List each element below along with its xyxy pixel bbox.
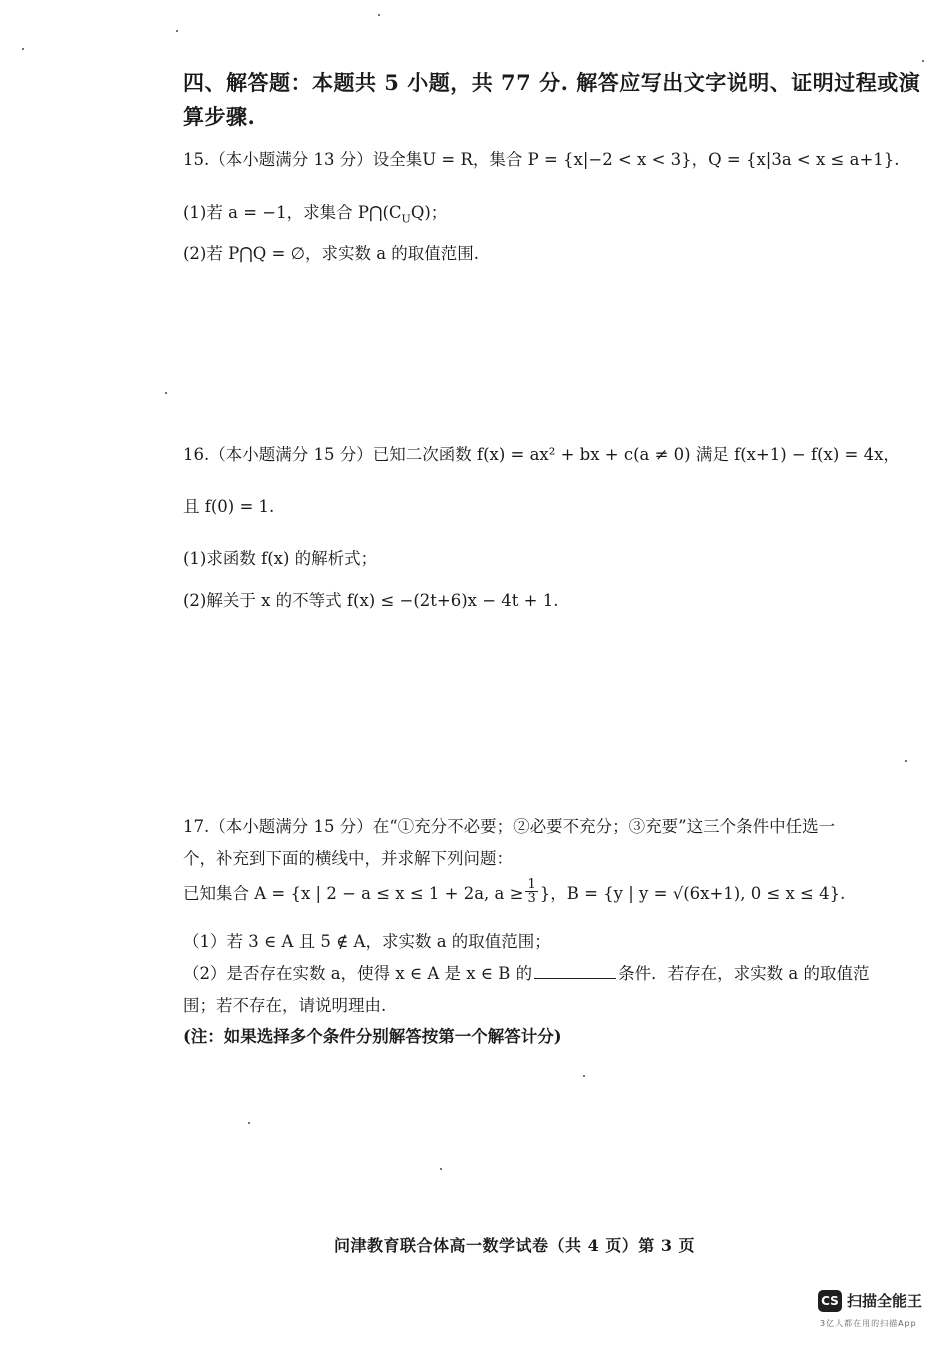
page-footer: 问津教育联合体高一数学试卷（共 4 页）第 3 页 [334, 1236, 696, 1255]
q17-fraction-denominator: 3 [527, 891, 536, 906]
q15-part1-end: Q)； [410, 203, 448, 222]
q17-note: (注：如果选择多个条件分别解答按第一个解答计分) [183, 1027, 562, 1046]
scan-speck [583, 1075, 585, 1077]
scan-speck [248, 1122, 250, 1124]
section-heading-line2: 算步骤. [183, 104, 256, 129]
q15-part2: (2)若 P⋂Q = ∅，求实数 a 的取值范围. [183, 244, 480, 263]
scan-speck [922, 60, 924, 62]
q17-part1: （1）若 3 ∈ A 且 5 ∉ A，求实数 a 的取值范围； [183, 932, 551, 951]
q15-part1-text: (1)若 a = −1，求集合 P⋂(C [183, 203, 402, 222]
q16-part2: (2)解关于 x 的不等式 f(x) ≤ −(2t+6)x − 4t + 1. [183, 591, 559, 610]
q15-part1-subscript: U [401, 212, 411, 226]
camscanner-logo: CS [818, 1290, 842, 1312]
q17-part2 [183, 960, 869, 984]
scan-speck [440, 1168, 442, 1170]
q16-part1: (1)求函数 f(x) 的解析式； [183, 549, 378, 568]
q17-answer-blank [534, 964, 616, 979]
q17-part2-tail: 条件．若存在，求实数 a 的取值范 [618, 964, 870, 983]
q17-stem: 17.（本小题满分 15 分）在“①充分不必要；②必要不充分；③充要”这三个条件中任选一 [183, 817, 836, 836]
q16-stem-continued: 且 f(0) = 1. [183, 497, 275, 516]
q15-part1 [183, 199, 447, 225]
q17-given-sets [183, 878, 845, 905]
scan-speck [22, 48, 24, 50]
section-heading-line1: 四、解答题：本题共 5 小题，共 77 分. 解答应写出文字说明、证明过程或演 [183, 70, 921, 95]
q15-stem: 15.（本小题满分 13 分）设全集U = R，集合 P = {x|−2 < x < 3}，Q = {x|3a < x ≤ a+1}. [183, 150, 900, 169]
scan-speck [378, 14, 380, 16]
q17-set-b: }，B = {y | y = √(6x+1), 0 ≤ x ≤ 4}. [539, 883, 846, 903]
q17-fraction-numerator: 1 [527, 877, 536, 892]
q17-fraction [525, 878, 537, 905]
camscanner-name: 扫描全能王 [847, 1292, 923, 1310]
camscanner-tagline: 3亿人都在用的扫描App [820, 1319, 917, 1328]
scan-speck [905, 760, 907, 762]
scan-speck [165, 392, 167, 394]
q17-part2-continued: 围；若不存在，请说明理由. [183, 996, 387, 1015]
q17-set-a: 已知集合 A = {x | 2 − a ≤ x ≤ 1 + 2a, a ≥ [183, 883, 524, 903]
q17-part2-lead: （2）是否存在实数 a，使得 x ∈ A 是 x ∈ B 的 [183, 964, 533, 983]
scan-speck [176, 30, 178, 32]
q16-stem: 16.（本小题满分 15 分）已知二次函数 f(x) = ax² + bx + c(a ≠ 0) 满足 f(x+1) − f(x) = 4x， [183, 445, 900, 464]
q17-stem-continued: 个，补充到下面的横线中，并求解下列问题： [183, 849, 513, 868]
